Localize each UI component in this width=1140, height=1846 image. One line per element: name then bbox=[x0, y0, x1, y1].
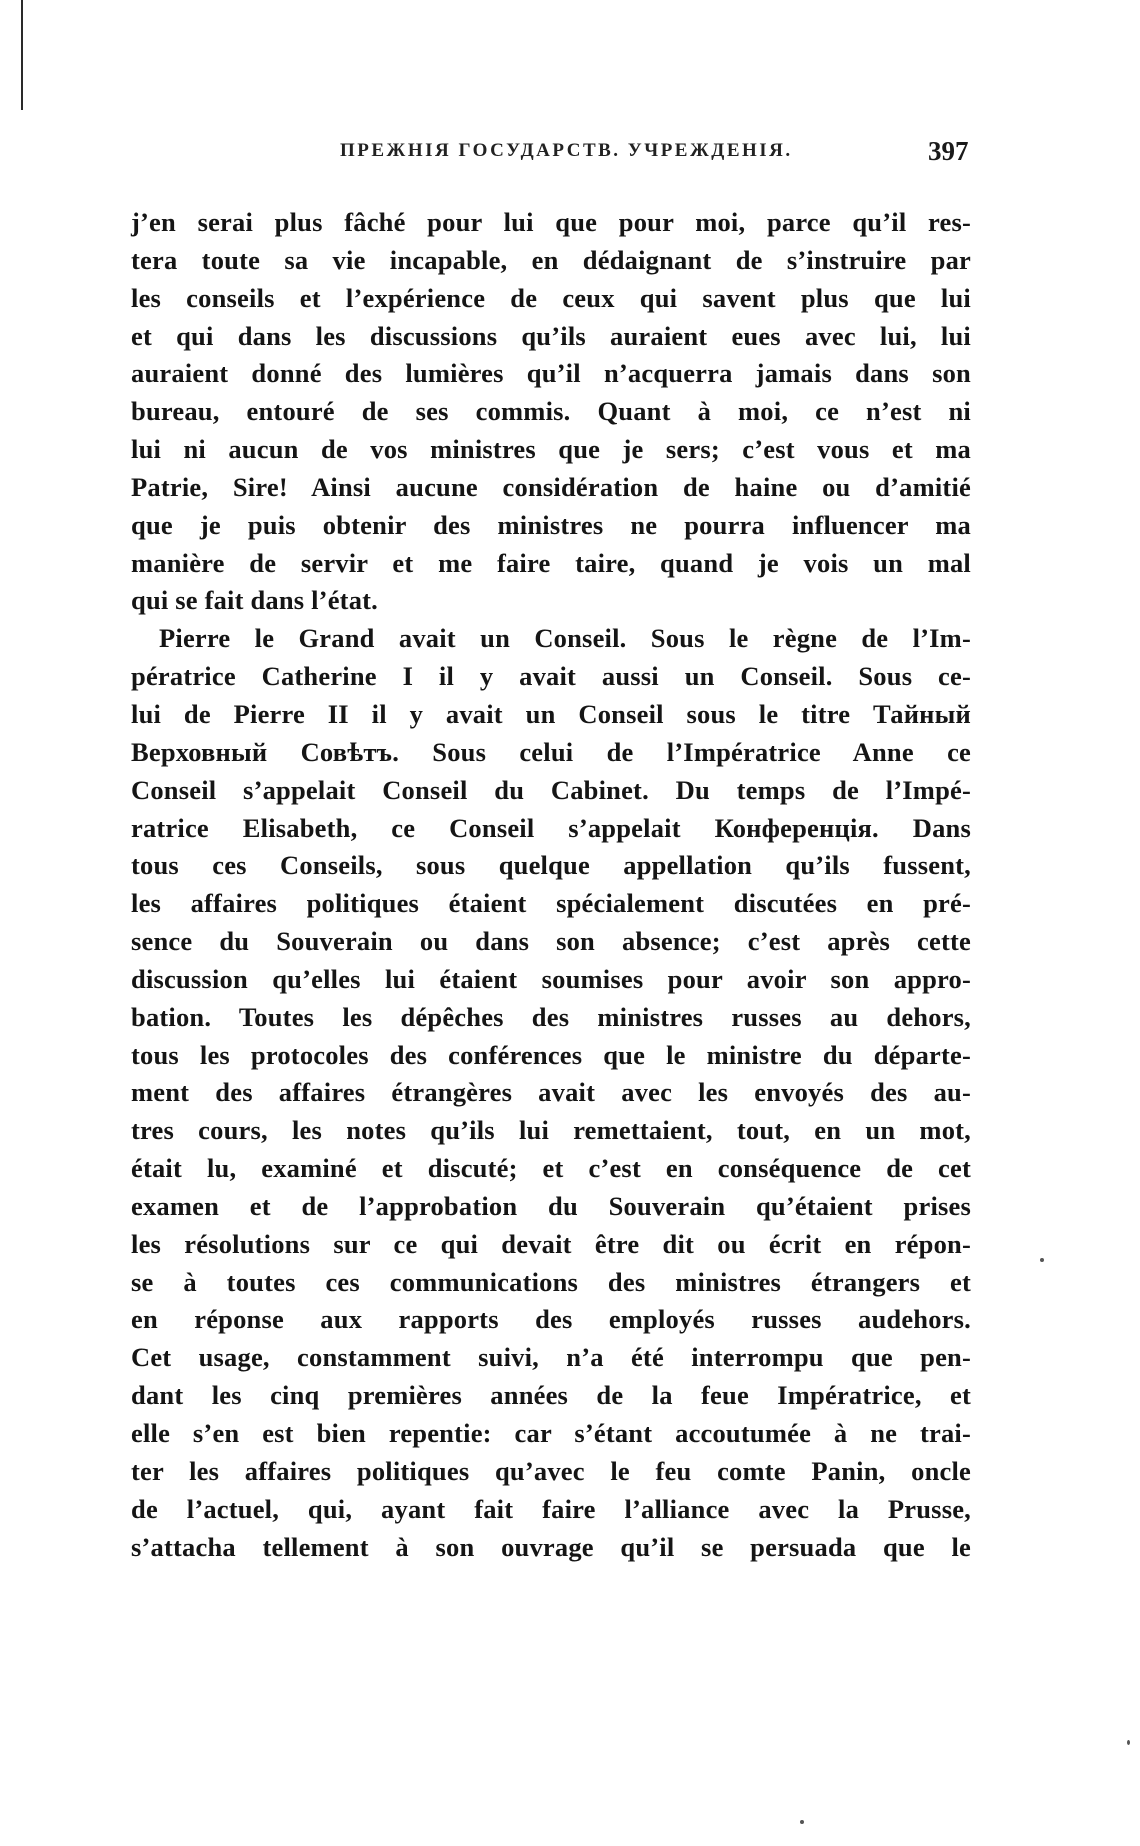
text-line: s’attacha tellement à son ouvrage qu’il se persuada que le bbox=[131, 1531, 971, 1562]
text-line: tres cours, les notes qu’ils lui remettaient, tout, en un mot, bbox=[131, 1115, 971, 1146]
text-line: discussion qu’elles lui étaient soumises pour avoir son appro- bbox=[131, 963, 971, 994]
text-line: qui se fait dans l’état. bbox=[131, 585, 378, 616]
text-line: lui de Pierre II il y avait un Conseil sous le titre Тайный bbox=[131, 698, 971, 729]
text-line: elle s’en est bien repentie: car s’étant accoutumée à ne trai- bbox=[131, 1418, 971, 1448]
text-line: dant les cinq premières années de la feue Impératrice, et bbox=[131, 1380, 971, 1411]
text-line: les affaires politiques étaient spécialement discutées en pré- bbox=[131, 888, 971, 919]
text-line: ment des affaires étrangères avait avec les envoyés des au- bbox=[131, 1077, 971, 1108]
text-line: bation. Toutes les dépêches des ministres russes au dehors, bbox=[131, 1001, 971, 1032]
text-line: Patrie, Sire! Ainsi aucune considération de haine ou d’amitié bbox=[131, 471, 971, 502]
text-line: lui ni aucun de vos ministres que je sers; c’est vous et ma bbox=[131, 434, 971, 465]
text-line: ter les affaires politiques qu’avec le feu comte Panin, oncle bbox=[131, 1455, 971, 1486]
scan-speck bbox=[1127, 1740, 1130, 1745]
text-line: les résolutions sur ce qui devait être dit ou écrit en répon- bbox=[131, 1228, 971, 1259]
text-line: que je puis obtenir des ministres ne pourra influencer ma bbox=[131, 509, 971, 540]
text-line: était lu, examiné et discuté; et c’est en conséquence de cet bbox=[131, 1153, 971, 1184]
text-line: auraient donné des lumières qu’il n’acquerra jamais dans son bbox=[131, 358, 971, 389]
text-line: Cet usage, constamment suivi, n’a été interrompu que pen- bbox=[131, 1342, 971, 1373]
text-line: pératrice Catherine I il y avait aussi un Conseil. Sous ce- bbox=[131, 661, 971, 692]
text-line: tous les protocoles des conférences que le ministre du départe- bbox=[131, 1039, 971, 1070]
text-line: en réponse aux rapports des employés russes audehors. bbox=[131, 1304, 971, 1335]
text-line: bureau, entouré de ses commis. Quant à moi, ce n’est ni bbox=[131, 396, 971, 427]
scan-speck bbox=[1040, 1258, 1044, 1262]
text-line: examen et de l’approbation du Souverain qu’étaient prises bbox=[131, 1190, 971, 1221]
text-line: j’en serai plus fâché pour lui que pour moi, parce qu’il res- bbox=[131, 207, 971, 237]
body-text bbox=[131, 204, 971, 1566]
running-title: ПРЕЖНІЯ ГОСУДАРСТВ. УЧРЕЖДЕНІЯ. bbox=[340, 140, 793, 161]
text-line: de l’actuel, qui, ayant fait faire l’alliance avec la Prusse, bbox=[131, 1493, 971, 1524]
text-line: et qui dans les discussions qu’ils auraient eues avec lui, lui bbox=[131, 320, 971, 351]
text-line: tous ces Conseils, sous quelque appellation qu’ils fussent, bbox=[131, 850, 971, 881]
text-line: sence du Souverain ou dans son absence; c’est après cette bbox=[131, 926, 971, 957]
scan-speck bbox=[800, 1820, 804, 1824]
text-line: les conseils et l’expérience de ceux qui savent plus que lui bbox=[131, 282, 971, 313]
paragraph-2 bbox=[131, 620, 971, 1566]
page-number: 397 bbox=[928, 136, 969, 166]
paragraph-1 bbox=[131, 204, 971, 620]
page-edge-rule bbox=[21, 0, 23, 110]
text-line: Pierre le Grand avait un Conseil. Sous le règne de l’Im- bbox=[159, 623, 971, 654]
text-line: ratrice Elisabeth, ce Conseil s’appelait Конференція. Dans bbox=[131, 812, 971, 843]
text-line: Conseil s’appelait Conseil du Cabinet. Du temps de l’Impé- bbox=[131, 774, 971, 805]
text-line: Верховный Совѣтъ. Sous celui de l’Impératrice Anne ce bbox=[131, 736, 971, 767]
text-line: tera toute sa vie incapable, en dédaignant de s’instruire par bbox=[131, 244, 971, 275]
text-line: se à toutes ces communications des ministres étrangers et bbox=[131, 1266, 971, 1297]
text-line: manière de servir et me faire taire, quand je vois un mal bbox=[131, 547, 971, 578]
